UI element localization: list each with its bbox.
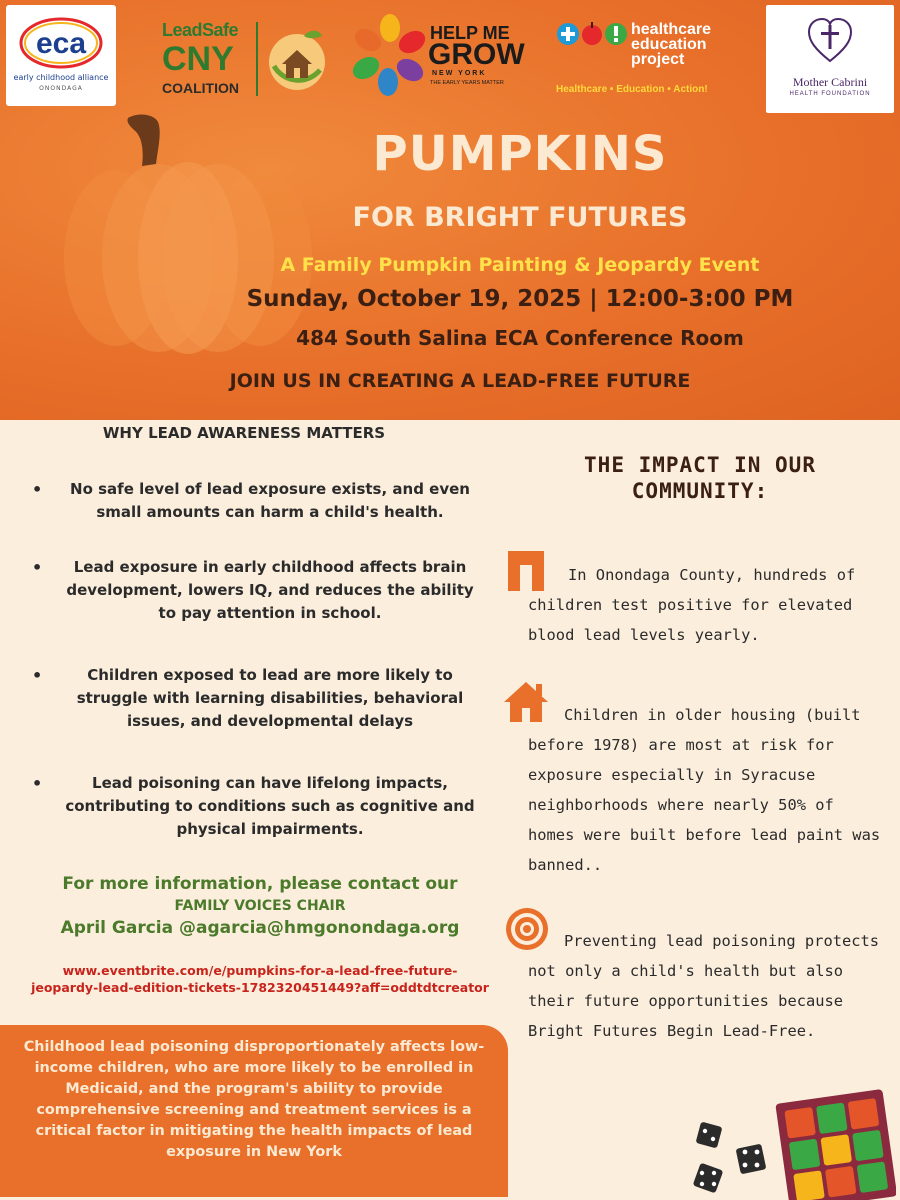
eca-subtitle: ONONDAGA xyxy=(39,85,83,92)
hmg-line1: HELP ME xyxy=(430,23,510,43)
event-subtitle: FOR BRIGHT FUTURES xyxy=(352,202,688,233)
event-location: 484 South Salina ECA Conference Room xyxy=(296,326,744,350)
leadsafe-divider xyxy=(256,22,258,96)
exclamation-icon xyxy=(605,23,627,45)
bullet-text: Lead exposure in early childhood affects brain development, lowers IQ, and reduces the ability to pay attention in school. xyxy=(66,558,474,622)
hep-icons xyxy=(556,20,628,48)
hep-logo xyxy=(556,16,756,102)
why-heading: WHY LEAD AWARENESS MATTERS xyxy=(102,424,386,442)
list-item xyxy=(30,772,480,841)
bullet-text: No safe level of lead exposure exists, and even small amounts can harm a child's health. xyxy=(70,480,470,521)
eca-name: early childhood alliance xyxy=(13,73,109,82)
list-item xyxy=(30,478,480,524)
svg-text:eca: eca xyxy=(35,27,87,60)
medical-cross-icon xyxy=(557,23,579,45)
medicaid-callout xyxy=(0,1025,508,1197)
impact-text: Children in older housing (built before 1978) are most at risk for exposure especially in Syracuse neighborhoods where nearly 50% of homes were built before lead paint was banned.. xyxy=(528,706,881,874)
impact-item-county xyxy=(528,560,884,650)
contact-block xyxy=(20,872,500,940)
bullet-text: Children exposed to lead are more likely to struggle with learning disabilities, behavioral issues, and developmental delays xyxy=(76,666,464,730)
hep-line2: education xyxy=(631,36,707,53)
impact-text: Preventing lead poisoning protects not only a child's health but also their future opportunities because Bright Futures Begin Lead-Free. xyxy=(528,932,880,1040)
apple-icon xyxy=(582,22,602,45)
eca-rings-icon xyxy=(18,15,104,71)
impact-text: In Onondaga County, hundreds of children test positive for elevated blood lead levels yearly. xyxy=(528,566,856,644)
bullet-dot-icon: • xyxy=(32,480,43,499)
leadsafe-logo xyxy=(162,18,332,102)
impact-item-prevention xyxy=(528,926,884,1046)
hep-line3: project xyxy=(631,51,685,68)
hmg-flower-icon xyxy=(350,12,430,98)
hmg-line2: GROW xyxy=(428,38,525,71)
call-to-action: JOIN US IN CREATING A LEAD-FREE FUTURE xyxy=(229,370,691,392)
cabrini-seal-icon xyxy=(805,15,855,65)
contact-intro: For more information, please contact our xyxy=(62,874,458,894)
eventbrite-link[interactable]: www.eventbrite.com/e/pumpkins-for-a-lead-free-future-jeopardy-lead-edition-tickets-1782320451449?aff=oddtdtcreator xyxy=(31,963,489,995)
help-me-grow-logo xyxy=(350,10,530,100)
impact-heading: THE IMPACT IN OUR COMMUNITY: xyxy=(584,453,816,503)
bullet-text: Lead poisoning can have lifelong impacts, contributing to conditions such as cognitive and physical impairments. xyxy=(65,774,475,838)
mother-cabrini-logo xyxy=(766,5,894,113)
hmg-tagline: THE EARLY YEARS MATTER xyxy=(430,80,504,86)
impact-item-housing xyxy=(528,700,884,880)
hmg-line3: NEW YORK xyxy=(432,70,487,77)
leadsafe-line2: CNY xyxy=(162,40,234,78)
hep-tagline: Healthcare • Education • Action! xyxy=(556,84,708,95)
contact-email[interactable]: April Garcia @agarcia@hmgonondaga.org xyxy=(60,918,460,938)
leadsafe-line3: COALITION xyxy=(162,80,239,96)
event-tagline: A Family Pumpkin Painting & Jeopardy Event xyxy=(280,254,760,276)
eca-logo xyxy=(6,5,116,106)
contact-role: FAMILY VOICES CHAIR xyxy=(174,898,346,914)
hep-line1: healthcare xyxy=(631,21,712,38)
leadsafe-house-icon xyxy=(264,26,330,92)
bullet-dot-icon: • xyxy=(32,774,43,793)
bullet-dot-icon: • xyxy=(32,558,43,577)
game-board-icon xyxy=(686,1088,896,1200)
pumpkin-icon xyxy=(58,108,318,358)
bullet-dot-icon: • xyxy=(32,666,43,685)
list-item xyxy=(30,556,480,625)
event-title: PUMPKINS xyxy=(372,126,668,182)
event-date: Sunday, October 19, 2025 | 12:00-3:00 PM xyxy=(246,286,794,312)
medicaid-text: Childhood lead poisoning disproportionately affects low-income children, who are more likely to be enrolled in Medicaid, and the program's ability to provide comprehensive screening and treatment services is a critical factor in mitigating the health impacts of lead exposure in New York xyxy=(23,1039,485,1160)
dice-icon xyxy=(693,1122,767,1194)
cabrini-line1: Mother Cabrini xyxy=(792,75,868,89)
list-item xyxy=(30,664,480,733)
header-banner xyxy=(0,0,900,420)
leadsafe-line1: LeadSafe xyxy=(162,20,239,40)
cabrini-line2: HEALTH FOUNDATION xyxy=(789,91,871,97)
